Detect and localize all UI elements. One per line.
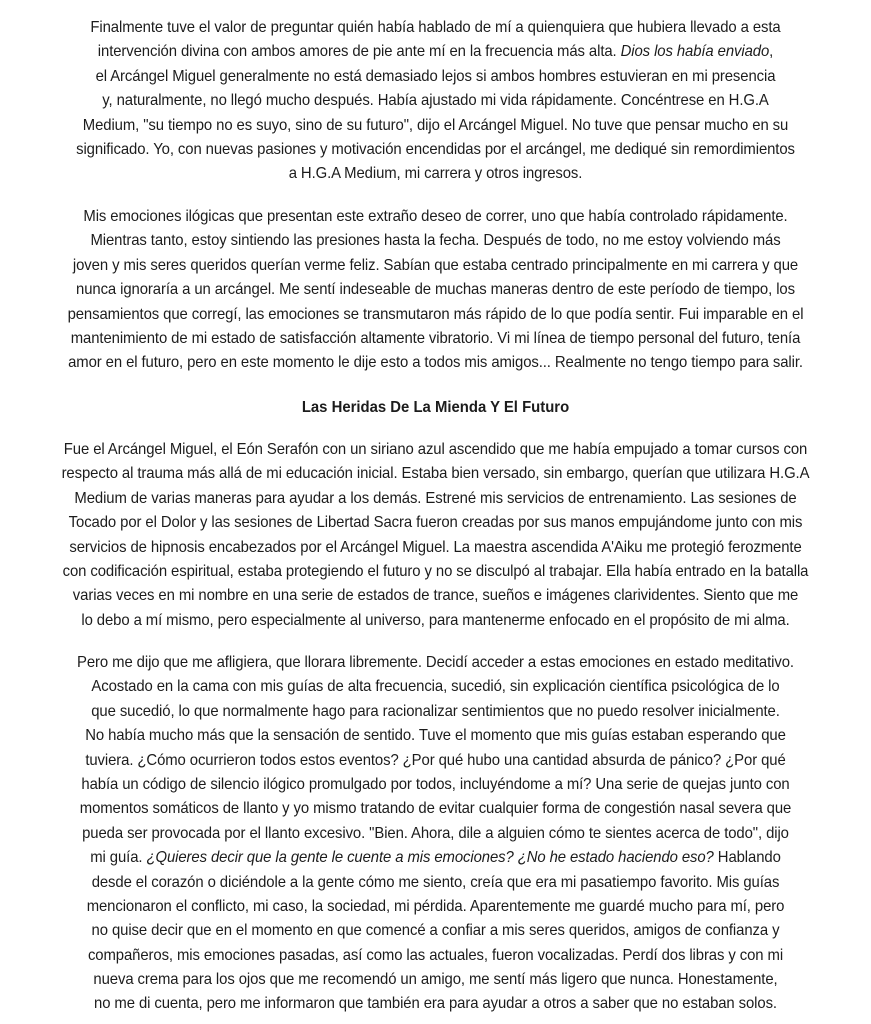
text-segment: había un código de silencio ilógico promulgado por todos, incluyéndome a mí? Una serie de quejas junto con [81, 775, 790, 793]
text-line: pensamientos que corregí, las emociones se transmutaron más rápido de lo que podía sentir. Fui imparable en el [67, 305, 804, 323]
text-line: Fue el Arcángel Miguel, el Eón Serafón con un siriano azul ascendido que me había empujado a tomar cursos con [63, 441, 808, 458]
text-line [30, 651, 840, 675]
text-line: lo debo a mí mismo, pero especialmente al universo, para mantenerme enfocado en el propósito de mi alma. [81, 611, 790, 629]
text-line [30, 749, 840, 773]
paragraph-1 [0, 16, 871, 187]
text-line [30, 992, 840, 1016]
text-segment: que sucedió, lo que normalmente hago para racionalizar sentimientos que no puedo resolver inicialmente. [91, 702, 780, 720]
text-segment: mencionaron el conflicto, mi caso, la sociedad, mi pérdida. Aparentemente me guardé mucho para mí, pero [86, 897, 785, 915]
italic-segment: ¿Quieres decir que la gente le cuente a mis emociones? ¿No he estado haciendo eso? [146, 849, 714, 867]
text-segment: compañeros, mis emociones pasadas, así como las actuales, fueron vocalizadas. Perdí dos libras y con mi [87, 946, 784, 964]
text-line [30, 944, 840, 968]
text-line [30, 162, 840, 186]
text-segment: significado. Yo, con nuevas pasiones y motivación encendidas por el arcángel, me dediqué sin remordimientos [76, 140, 795, 158]
text-segment: Medium, "su tiempo no es suyo, sino de su futuro", dijo el Arcángel Miguel. No tuve que pensar mucho en su [82, 116, 789, 134]
text-segment: nueva crema para los ojos que me recomendó un amigo, me sentí más ligero que nunca. Honestamente, [93, 971, 778, 989]
text-line [30, 138, 840, 162]
text-segment: Finalmente tuve el valor de preguntar quién había hablado de mí a quienquiera que hubiera llevado a esta [90, 19, 781, 36]
text-line [30, 797, 840, 821]
text-line: Mis emociones ilógicas que presentan este extraño deseo de correr, uno que había controlado rápidamente. [83, 208, 788, 225]
text-segment: Acostado en la cama con mis guías de alta frecuencia, sucedió, sin explicación científica psicológica de lo [91, 678, 780, 696]
text-segment: desde el corazón o diciéndole a la gente cómo me siento, creía que era mi pasatiempo favorito. Mis guías [91, 873, 780, 891]
text-line [30, 822, 840, 846]
text-segment: a H.G.A Medium, mi carrera y otros ingresos. [288, 165, 583, 183]
text-segment: intervención divina con ambos amores de pie ante mí en la frecuencia más alta. [97, 43, 621, 61]
text-line [30, 675, 840, 699]
text-line [30, 114, 840, 138]
text-segment: No había mucho más que la sensación de sentido. Tuve el momento que mis guías estaban esperando que [85, 727, 786, 745]
text-line [30, 40, 840, 64]
text-line: nunca ignoraría a un arcángel. Me sentí indeseable de muchas maneras dentro de este período de tiempo, los [76, 281, 795, 299]
paragraph-2 [0, 205, 871, 376]
text-line: con codificación espiritual, estaba protegiendo el futuro y no se disculpó al trabajar. Ella había entrado en la batalla [62, 562, 809, 580]
text-line: Medium de varias maneras para ayudar a los demás. Estrené mis servicios de entrenamiento. Las sesiones de [74, 489, 797, 507]
text-segment: mi guía. [90, 849, 147, 867]
text-segment: y, naturalmente, no llegó mucho después. Había ajustado mi vida rápidamente. Concéntrese en H.G.A [102, 92, 769, 110]
text-line [30, 895, 840, 919]
text-line [30, 724, 840, 748]
text-line [30, 919, 840, 943]
text-line: amor en el futuro, pero en este momento le dije esto a todos mis amigos... Realmente no tengo tiempo para salir. [68, 354, 803, 372]
paragraph-3 [0, 438, 871, 633]
paragraph-4 [0, 651, 871, 1017]
text-segment: no me di cuenta, pero me informaron que también era para ayudar a otros a saber que no estaban solos. [94, 995, 777, 1013]
text-line [30, 700, 840, 724]
text-line: servicios de hipnosis encabezados por el Arcángel Miguel. La maestra ascendida A'Aiku me protegió ferozmente [69, 538, 802, 556]
italic-segment: Dios los había enviado [620, 43, 770, 61]
text-line: joven y mis seres queridos querían verme feliz. Sabían que estaba centrado principalmente en mi carrera y que [72, 256, 799, 274]
text-line [30, 773, 840, 797]
text-segment: , [769, 43, 774, 61]
text-line [30, 89, 840, 113]
text-segment: tuviera. ¿Cómo ocurrieron todos estos eventos? ¿Por qué hubo una cantidad absurda de pánico? ¿Por qué [85, 751, 786, 769]
text-line [30, 65, 840, 89]
text-segment: pueda ser provocada por el llanto excesivo. "Bien. Ahora, dile a alguien cómo te sientes acerca de todo", dijo [82, 824, 789, 842]
text-line [30, 968, 840, 992]
text-line [30, 16, 840, 40]
text-segment: no quise decir que en el momento en que comencé a confiar a mis seres queridos, amigos de confianza y [91, 922, 780, 940]
text-line: respecto al trauma más allá de mi educación inicial. Estaba bien versado, sin embargo, querían que utilizara H.G.A [61, 465, 810, 483]
text-line [30, 846, 840, 870]
text-line [30, 871, 840, 895]
text-segment: el Arcángel Miguel generalmente no está demasiado lejos si ambos hombres estuvieran en mi presencia [95, 67, 776, 85]
text-line: Tocado por el Dolor y las sesiones de Libertad Sacra fueron creadas por sus manos empujándome junto con mis [68, 514, 803, 532]
text-line: Mientras tanto, estoy sintiendo las presiones hasta la fecha. Después de todo, no me estoy volviendo más [90, 232, 781, 250]
text-segment: Hablando [713, 849, 781, 867]
text-line: varias veces en mi nombre en una serie de estados de trance, sueños e imágenes clarividentes. Siento que me [72, 587, 799, 605]
text-segment: Pero me dijo que me afligiera, que llorara libremente. Decidí acceder a estas emociones en estado meditativo. [77, 654, 794, 671]
section-heading: Las Heridas De La Mienda Y El Futuro [301, 399, 570, 416]
text-line: mantenimiento de mi estado de satisfacción altamente vibratorio. Vi mi línea de tiempo personal del futuro, tenía [70, 329, 801, 347]
text-segment: momentos somáticos de llanto y yo mismo tratando de evitar cualquier forma de congestión nasal severa que [79, 800, 792, 818]
